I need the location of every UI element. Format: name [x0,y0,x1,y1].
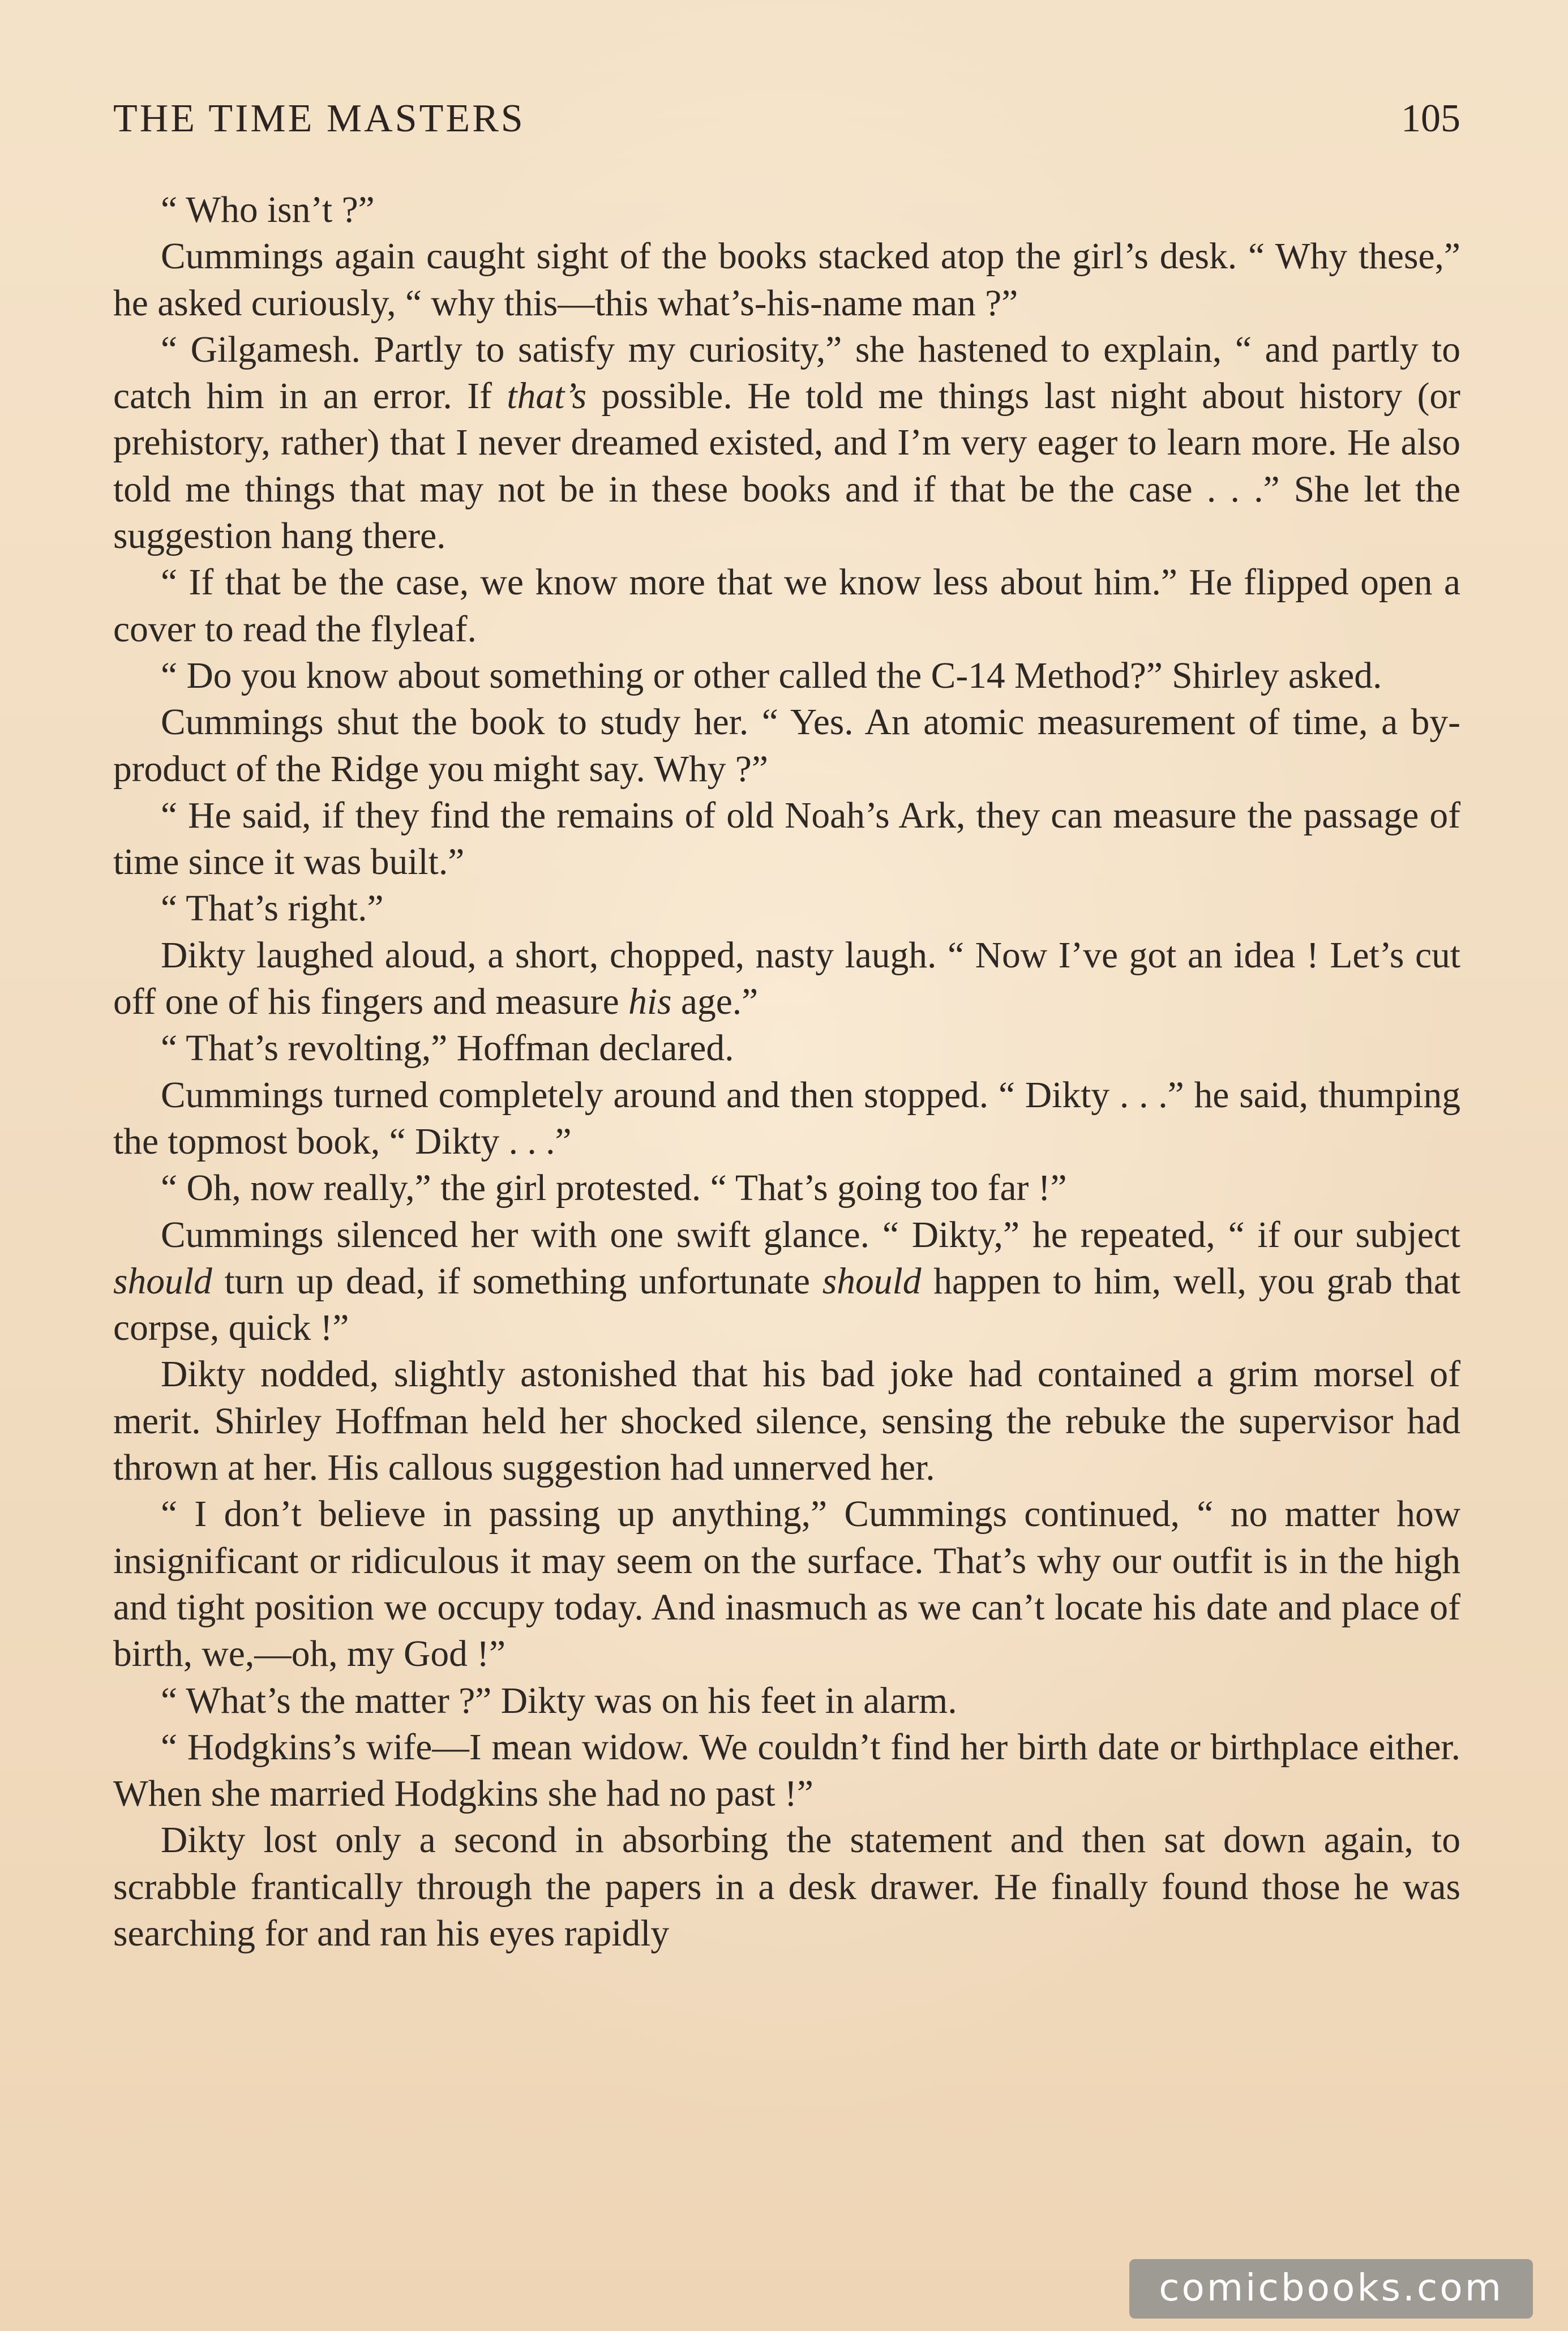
paragraph [113,1678,1460,1724]
paragraph [113,1072,1460,1166]
paragraph [113,233,1460,327]
paragraph-text: Dikty laughed aloud, a short, chopped, nasty laugh. “ Now I’ve got an idea ! Let’s cut off one of his fingers and measure [113,935,1460,1023]
paragraph-text: “ He said, if they find the remains of old Noah’s Ark, they can measure the passage of time since it was built.” [113,795,1460,883]
paragraph [113,1165,1460,1211]
italic-emphasis: his [628,982,672,1023]
paragraph-text: Dikty nodded, slightly astonished that his bad joke had contained a grim morsel of merit. Shirley Hoffman held her shocked silence, sensing the rebuke the supervisor had thrown at her. His callous suggestion had unnerved her. [113,1354,1460,1489]
watermark: comicbooks.com [1129,2259,1533,2319]
paragraph [113,699,1460,792]
paragraph [113,1817,1460,1957]
paragraph-text: happen to him, well, you grab that corpse, quick !” [113,1261,1460,1349]
paragraph-text: turn up dead, if something unfortunate [212,1261,822,1302]
paragraph-text: age.” [671,982,759,1023]
paragraph [113,932,1460,1026]
paragraph-text: possible. He told me things last night about history (or prehistory, rather) that I never dreamed existed, and I’m very eager to learn more. He also told me things that may not be in these books and if that be the case . . .” She let the suggestion hang there. [113,376,1460,557]
page-header [113,96,1460,158]
paragraph [113,1025,1460,1072]
paragraph-text: “ If that be the case, we know more that we know less about him.” He flipped open a cover to read the flyleaf. [113,562,1460,650]
page-number: 105 [1401,97,1460,140]
paragraph [113,885,1460,932]
paragraph [113,1351,1460,1491]
paragraph [113,1491,1460,1677]
paragraph-text: “ Who isn’t ?” [161,190,375,230]
paragraph-text: “ Hodgkins’s wife—I mean widow. We couldn’t find her birth date or birthplace either. When she married Hodgkins she had no past !” [113,1726,1460,1815]
paragraph [113,559,1460,653]
paragraph [113,792,1460,886]
paragraph [113,187,1460,233]
body-text [113,187,1460,2230]
paragraph-text: “ Gilgamesh. Partly to satisfy my curiosity,” she hastened to explain, “ and partly to catch him in an error. If [113,329,1460,417]
paragraph [113,327,1460,559]
paragraph-text: Dikty lost only a second in absorbing the statement and then sat down again, to scrabble frantically through the papers in a desk drawer. He finally found those he was searching for and ran his eyes rapidly [113,1820,1460,1954]
paragraph-text: Cummings turned completely around and then stopped. “ Dikty . . .” he said, thumping the topmost book, “ Dikty . . .” [113,1074,1460,1162]
paragraph-text: “ Do you know about something or other called the C-14 Method?” Shirley asked. [161,655,1382,696]
paragraph-text: “ What’s the matter ?” Dikty was on his feet in alarm. [161,1680,957,1721]
italic-emphasis: that’s [507,376,587,417]
paragraph [113,653,1460,699]
paragraph-text: “ That’s right.” [161,888,384,929]
paragraph-text: Cummings again caught sight of the books stacked atop the girl’s desk. “ Why these,” he asked curiously, “ why this—this what’s-his-name man ?” [113,236,1460,324]
italic-emphasis: should [822,1261,922,1302]
paragraph [113,1724,1460,1818]
paragraph-text: Cummings shut the book to study her. “ Yes. An atomic measurement of time, a by-product of the Ridge you might say. Why ?” [113,702,1460,790]
paragraph-text: Cummings silenced her with one swift glance. “ Dikty,” he repeated, “ if our subject [161,1214,1460,1256]
paragraph [113,1212,1460,1352]
paragraph-text: “ I don’t believe in passing up anything,” Cummings continued, “ no matter how insignificant or ridiculous it may seem on the surface. That’s why our outfit is in the high and tight position we occupy today. And inasmuch as we can’t locate his date and place of birth, we,—oh, my God !” [113,1494,1460,1675]
paragraph-text: “ That’s revolting,” Hoffman declared. [161,1028,734,1069]
running-title: THE TIME MASTERS [113,97,525,140]
paragraph-text: “ Oh, now really,” the girl protested. “ That’s going too far !” [161,1168,1067,1209]
italic-emphasis: should [113,1261,212,1302]
